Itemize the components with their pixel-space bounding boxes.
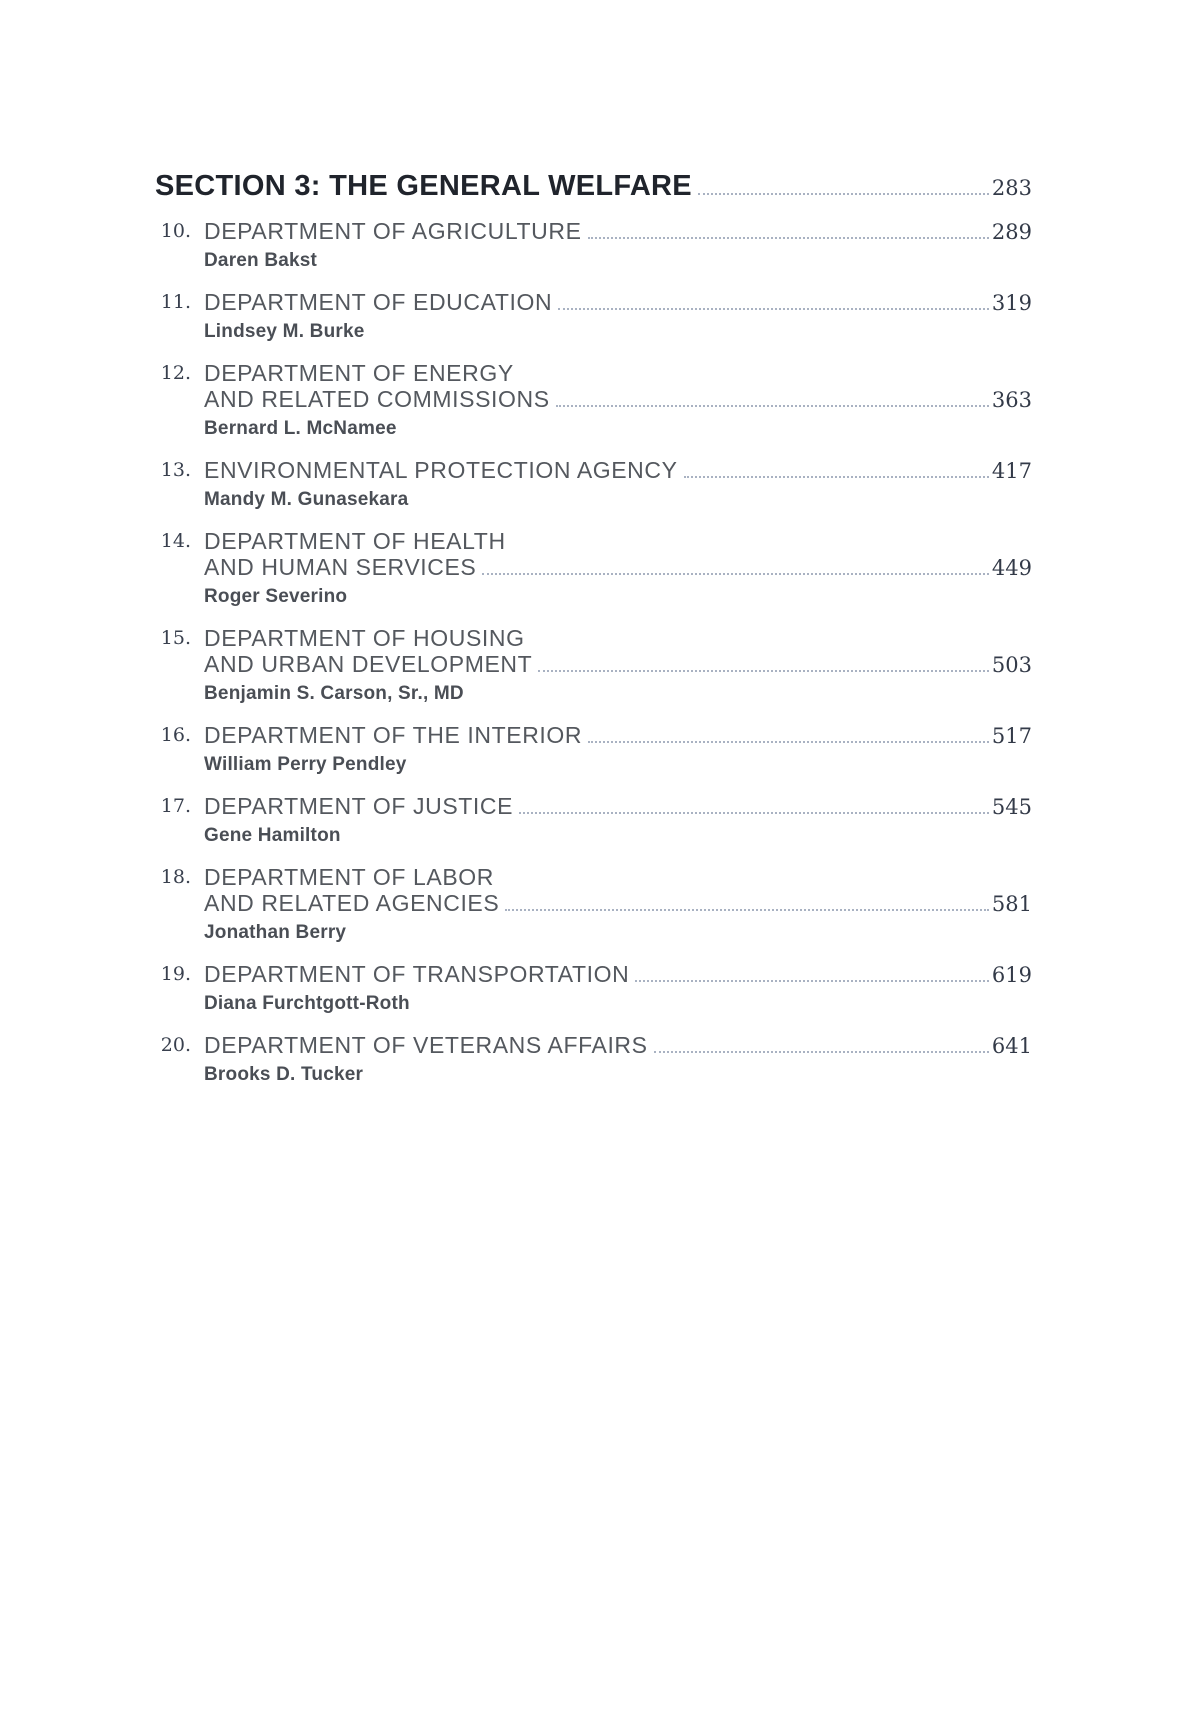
entry-author: William Perry Pendley	[204, 754, 407, 775]
entry-number: 15.	[160, 627, 191, 649]
entry-title-row	[204, 360, 1032, 386]
entry-title-row	[204, 386, 1032, 413]
entry-title-line1: DEPARTMENT OF HOUSING	[204, 625, 525, 651]
entry-title-row	[204, 528, 1032, 554]
dotted-leader	[556, 405, 989, 407]
entry-number: 19.	[160, 963, 191, 985]
section-header-row	[155, 170, 1032, 204]
entry-author: Lindsey M. Burke	[204, 321, 365, 342]
entry-number: 11.	[160, 291, 191, 313]
entry-title-row	[204, 218, 1032, 245]
entry-author: Benjamin S. Carson, Sr., MD	[204, 683, 464, 704]
toc-content	[155, 170, 1032, 1103]
dotted-leader	[588, 237, 989, 239]
entry-page-number: 503	[991, 653, 1032, 677]
entry-body	[204, 528, 1032, 609]
dotted-leader	[654, 1051, 989, 1053]
section-page-number: 283	[991, 176, 1032, 200]
dotted-leader	[482, 573, 989, 575]
entry-body	[204, 1032, 1032, 1087]
dotted-leader	[538, 670, 989, 672]
entry-title-line2: AND HUMAN SERVICES	[204, 554, 477, 580]
entry-number: 16.	[160, 724, 191, 746]
entry-number: 12.	[160, 362, 191, 384]
dotted-leader	[558, 308, 989, 310]
dotted-leader	[588, 741, 989, 743]
entry-title-row	[204, 651, 1032, 678]
entry-page-number: 289	[991, 220, 1032, 244]
entry-title: DEPARTMENT OF JUSTICE	[204, 793, 514, 819]
entry-title-row	[204, 890, 1032, 917]
entry-title-row	[204, 722, 1032, 749]
entry-title-row	[204, 793, 1032, 820]
entry-body	[204, 793, 1032, 848]
toc-entry-19	[155, 961, 1032, 1016]
entry-body	[204, 961, 1032, 1016]
entry-title-line2: AND URBAN DEVELOPMENT	[204, 651, 533, 677]
entry-title: DEPARTMENT OF THE INTERIOR	[204, 722, 583, 748]
toc-entry-11	[155, 289, 1032, 344]
entry-title: DEPARTMENT OF AGRICULTURE	[204, 218, 582, 244]
entry-body	[204, 625, 1032, 706]
entry-number: 14.	[160, 530, 191, 552]
entry-body	[204, 864, 1032, 945]
entry-body	[204, 360, 1032, 441]
entry-title: ENVIRONMENTAL PROTECTION AGENCY	[204, 457, 678, 483]
entry-number: 17.	[160, 795, 191, 817]
toc-entry-14	[155, 528, 1032, 609]
entry-title: DEPARTMENT OF VETERANS AFFAIRS	[204, 1032, 648, 1058]
entry-page-number: 641	[991, 1034, 1032, 1058]
entry-title-line1: DEPARTMENT OF HEALTH	[204, 528, 506, 554]
entry-page-number: 363	[991, 388, 1032, 412]
entry-number: 20.	[160, 1034, 191, 1056]
entry-page-number: 581	[991, 892, 1032, 916]
entry-title-line2: AND RELATED COMMISSIONS	[204, 386, 550, 412]
entry-body	[204, 289, 1032, 344]
entry-title-row	[204, 1032, 1032, 1059]
entry-number: 18.	[160, 866, 191, 888]
entry-page-number: 517	[991, 724, 1032, 748]
dotted-leader	[505, 909, 989, 911]
entry-title-row	[204, 289, 1032, 316]
entry-page-number: 319	[991, 291, 1032, 315]
entry-title-row	[204, 864, 1032, 890]
entry-title-row	[204, 457, 1032, 484]
entry-number: 10.	[160, 220, 191, 242]
entry-author: Jonathan Berry	[204, 922, 347, 943]
entry-page-number: 449	[991, 556, 1032, 580]
toc-entry-16	[155, 722, 1032, 777]
entry-number: 13.	[160, 459, 191, 481]
entry-body	[204, 218, 1032, 273]
dotted-leader	[635, 980, 989, 982]
entry-author: Gene Hamilton	[204, 825, 341, 846]
section-title: SECTION 3: THE GENERAL WELFARE	[155, 170, 692, 202]
entry-author: Diana Furchtgott-Roth	[204, 993, 410, 1014]
entry-author: Bernard L. McNamee	[204, 418, 397, 439]
entry-body	[204, 457, 1032, 512]
entry-author: Roger Severino	[204, 586, 348, 607]
entry-author: Brooks D. Tucker	[204, 1064, 364, 1085]
entry-title-row	[204, 554, 1032, 581]
entry-title-line2: AND RELATED AGENCIES	[204, 890, 500, 916]
entry-author: Mandy M. Gunasekara	[204, 489, 409, 510]
entry-title-row	[204, 625, 1032, 651]
dotted-leader	[698, 193, 989, 195]
entry-body	[204, 722, 1032, 777]
entry-title: DEPARTMENT OF EDUCATION	[204, 289, 553, 315]
entry-title-line1: DEPARTMENT OF ENERGY	[204, 360, 514, 386]
entry-author: Daren Bakst	[204, 250, 318, 271]
dotted-leader	[684, 476, 989, 478]
entry-page-number: 417	[991, 459, 1032, 483]
toc-entry-13	[155, 457, 1032, 512]
entry-page-number: 545	[991, 795, 1032, 819]
toc-entry-15	[155, 625, 1032, 706]
entry-page-number: 619	[991, 963, 1032, 987]
toc-entry-17	[155, 793, 1032, 848]
entry-title: DEPARTMENT OF TRANSPORTATION	[204, 961, 630, 987]
toc-entry-10	[155, 218, 1032, 273]
entry-title-line1: DEPARTMENT OF LABOR	[204, 864, 495, 890]
toc-entry-20	[155, 1032, 1032, 1087]
entry-title-row	[204, 961, 1032, 988]
toc-entry-12	[155, 360, 1032, 441]
dotted-leader	[519, 812, 989, 814]
toc-entry-18	[155, 864, 1032, 945]
